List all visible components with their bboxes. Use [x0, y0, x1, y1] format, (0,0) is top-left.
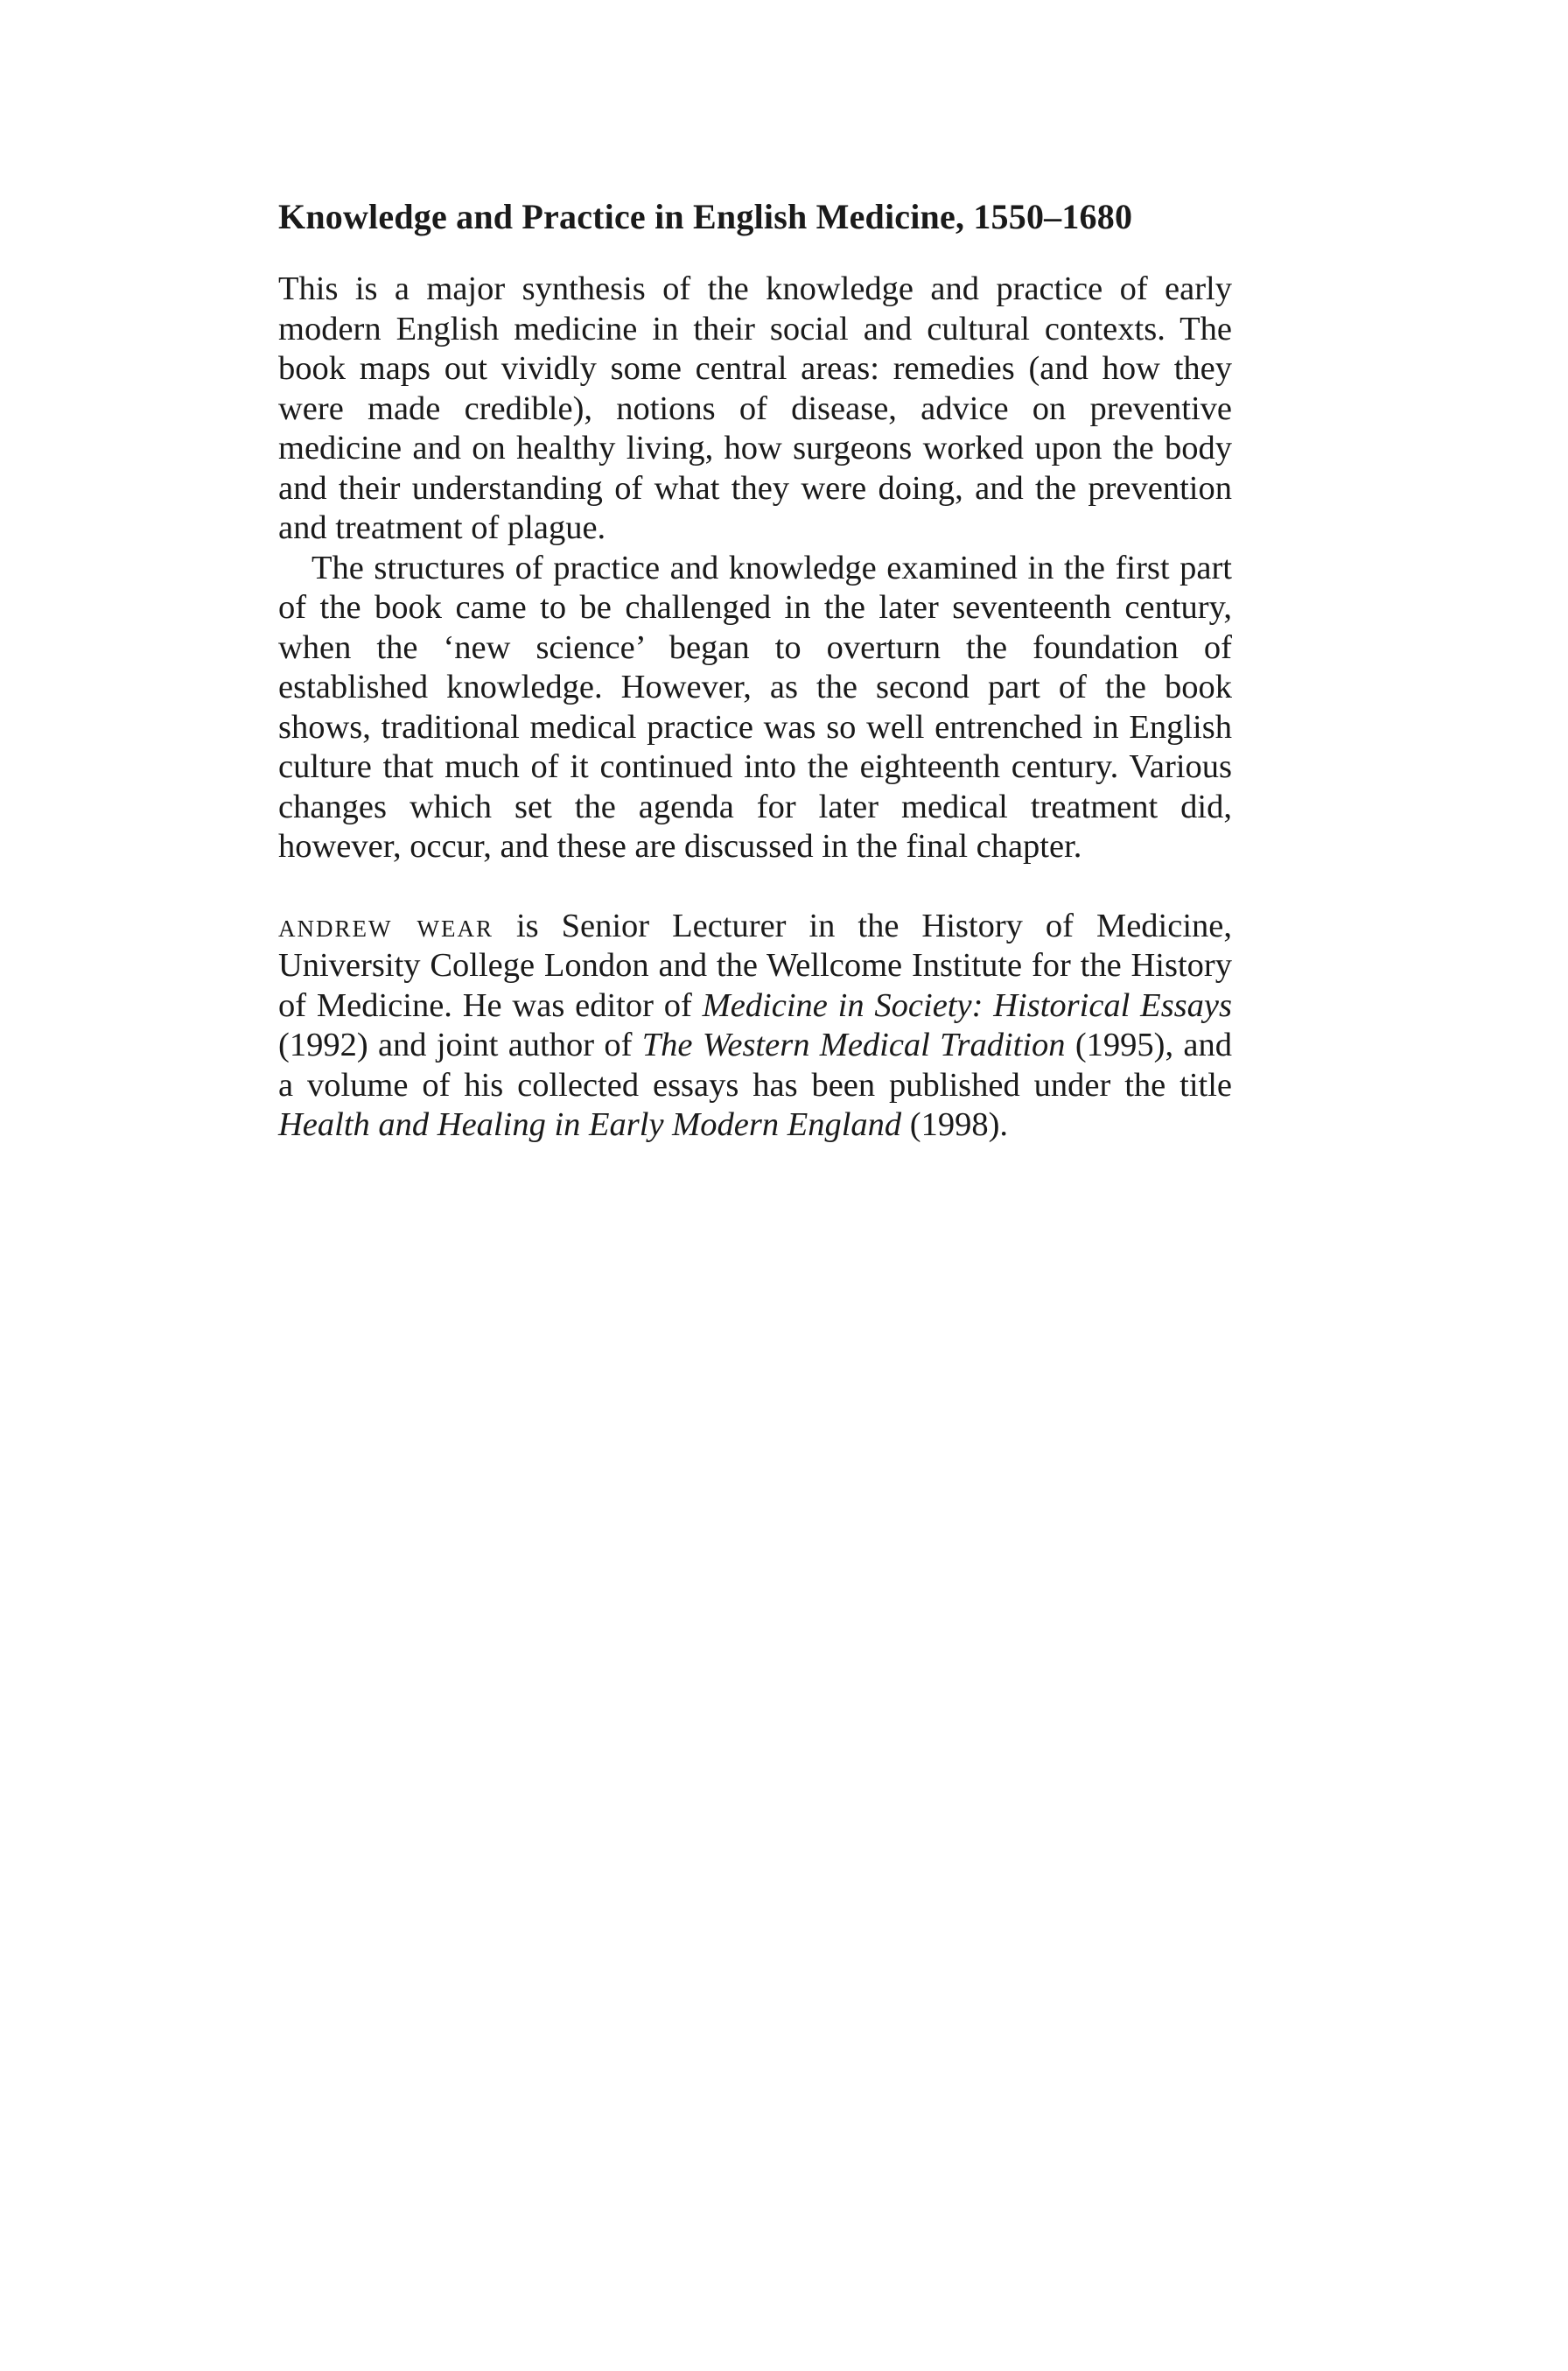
- bio-year-3: (1998).: [901, 1106, 1009, 1143]
- book-title-western-medical-tradition: The Western Medical Tradition: [641, 1027, 1066, 1063]
- page-content: [278, 194, 1232, 1146]
- book-title: Knowledge and Practice in English Medicine, 1550–1680: [278, 197, 1133, 236]
- author-bio: [278, 907, 1232, 1146]
- author-name: andrew wear: [278, 907, 494, 944]
- description-paragraph-2: The structures of practice and knowledge examined in the first part of the book came to be challenged in the later seventeenth century, when the ‘new science’ began to overturn the foundation of established knowledge. However, as the second part of the book shows, traditional medical practice was so well entrenched in English culture that much of it continued into the eighteenth century. Various changes which set the agenda for later medical treatment did, however, occur, and these are discussed in the final chapter.: [278, 549, 1232, 865]
- bio-year-1: (1992) and joint author of: [278, 1027, 642, 1063]
- bio-intro: is Senior Lecturer in the History of Medicine, University College London and the Wellcome Institute for the History of Medicine. He was editor of: [278, 907, 1232, 1024]
- book-title-medicine-in-society: Medicine in Society: Historical Essays: [702, 986, 1232, 1024]
- description-paragraph-1: This is a major synthesis of the knowledge and practice of early modern English medicine in their social and cultural contexts. The book maps out vividly some central areas: remedies (and how they were made credible), notions of disease, advice on preventive medicine and on healthy living, how surgeons worked upon the body and their understanding of what they were doing, and the prevention and treatment of plague.: [278, 270, 1232, 546]
- book-title-health-and-healing: Health and Healing in Early Modern England: [278, 1106, 902, 1143]
- bio-year-2: (1995), and a volume of his collected essays has been published under the title: [278, 1027, 1233, 1104]
